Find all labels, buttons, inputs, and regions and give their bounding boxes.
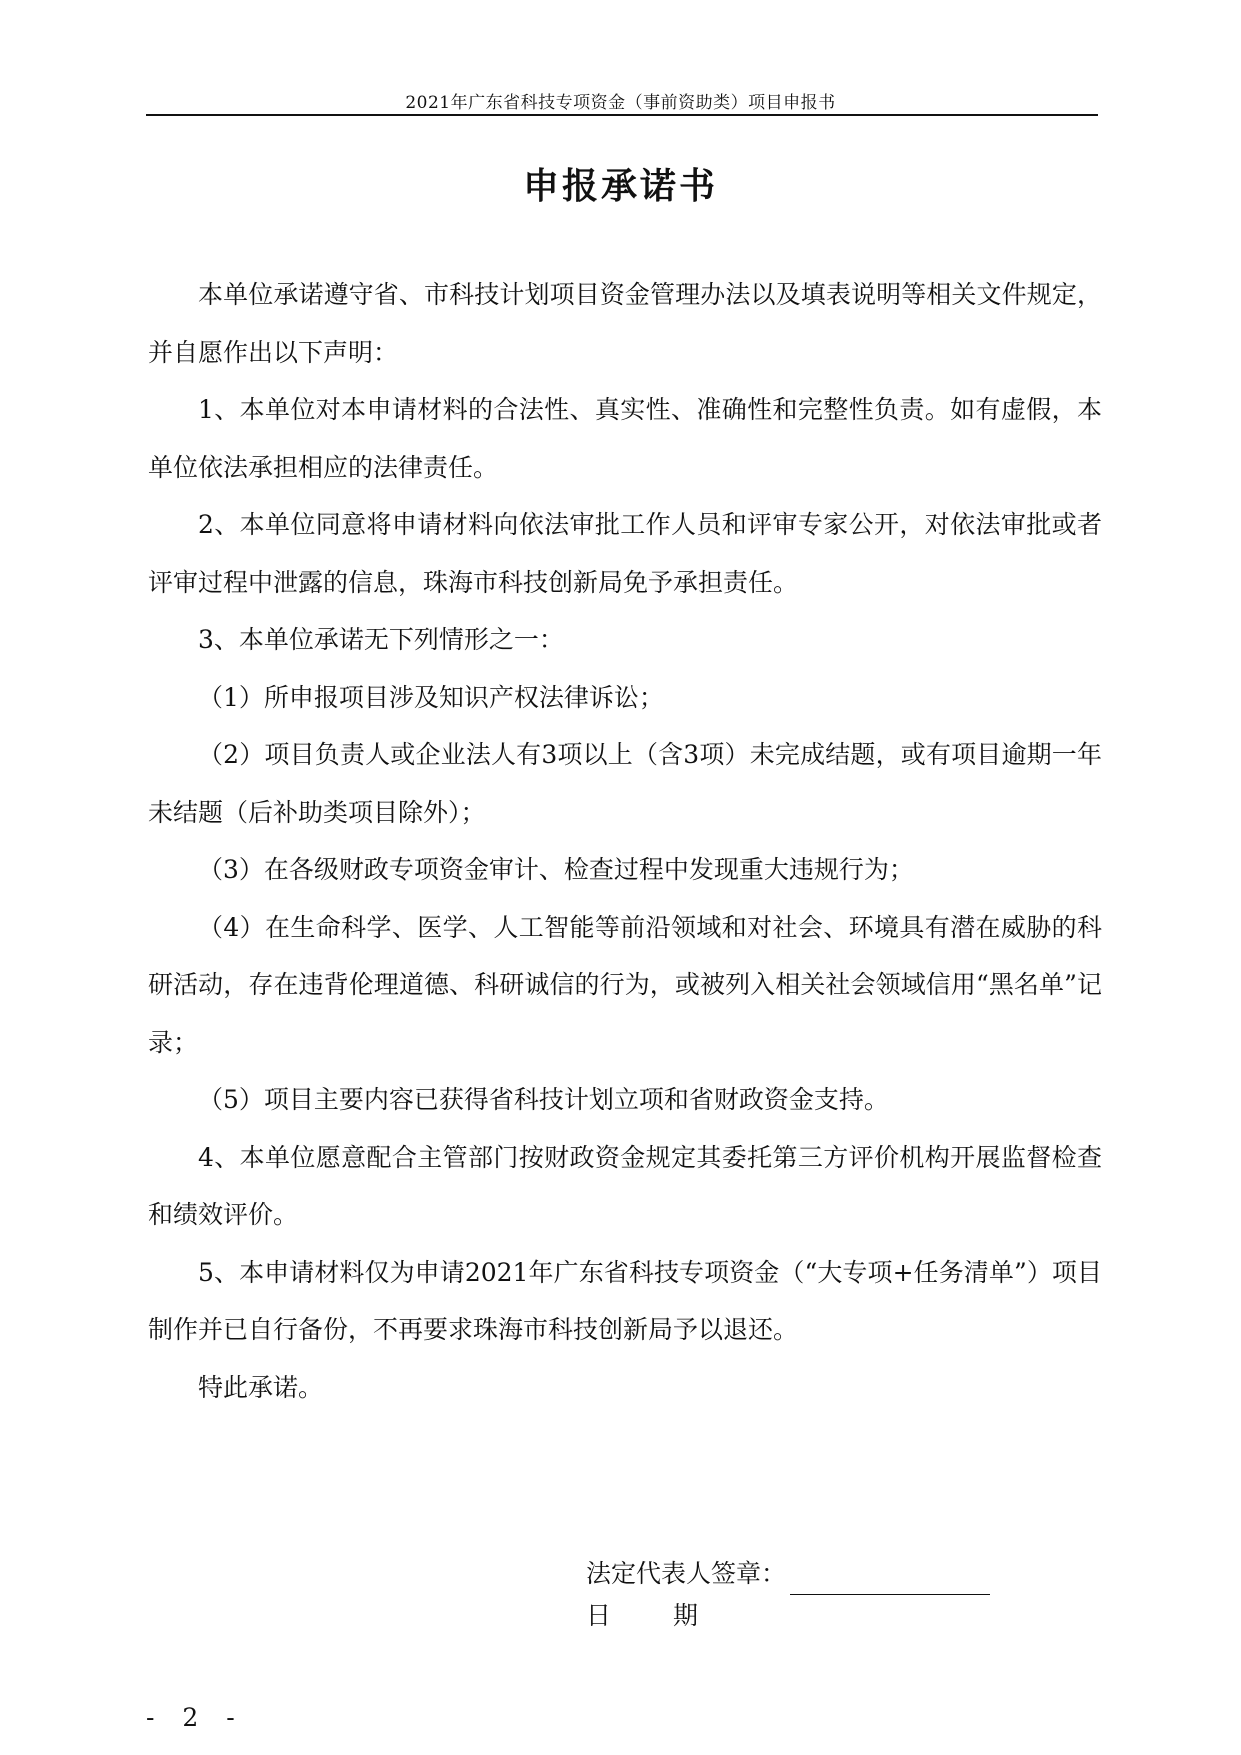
signature-block	[586, 1553, 990, 1637]
signature-row	[586, 1553, 990, 1595]
page-number: - 2 -	[146, 1703, 245, 1732]
date-row	[586, 1595, 990, 1637]
header-rule	[146, 114, 1098, 116]
declaration-1: 1、本单位对本申请材料的合法性、真实性、准确性和完整性负责。如有虚假，本单位依法承担相应的法律责任。	[148, 395, 1102, 482]
intro-paragraph: 本单位承诺遵守省、市科技计划项目资金管理办法以及填表说明等相关文件规定，并自愿作出以下声明：	[148, 280, 1102, 367]
declaration-2: 2、本单位同意将申请材料向依法审批工作人员和评审专家公开，对依法审批或者评审过程中泄露的信息，珠海市科技创新局免予承担责任。	[148, 510, 1102, 597]
declaration-3-item-5: （5）项目主要内容已获得省科技计划立项和省财政资金支持。	[198, 1085, 889, 1114]
signature-line[interactable]	[790, 1566, 990, 1595]
declaration-5: 5、本申请材料仅为申请2021年广东省科技专项资金（“大专项+任务清单”）项目制作并已自行备份，不再要求珠海市科技创新局予以退还。	[148, 1257, 1102, 1344]
declaration-3-item-4: （4）在生命科学、医学、人工智能等前沿领域和对社会、环境具有潜在威胁的科研活动，存在违背伦理道德、科研诚信的行为，或被列入相关社会领域信用“黑名单”记录；	[148, 912, 1102, 1057]
declaration-3-item-2: （2）项目负责人或企业法人有3项以上（含3项）未完成结题，或有项目逾期一年未结题（后补助类项目除外）；	[148, 740, 1102, 827]
declaration-3-item-1: （1）所申报项目涉及知识产权法律诉讼；	[198, 682, 664, 712]
declaration-3: 3、本单位承诺无下列情形之一：	[198, 625, 564, 654]
declaration-3-item-3: （3）在各级财政专项资金审计、检查过程中发现重大违规行为；	[198, 855, 914, 884]
running-header: 2021年广东省科技专项资金（事前资助类）项目申报书	[405, 93, 836, 113]
document-title: 申报承诺书	[522, 166, 718, 207]
closing-statement: 特此承诺。	[198, 1372, 324, 1402]
declaration-4: 4、本单位愿意配合主管部门按财政资金规定其委托第三方评价机构开展监督检查和绩效评价。	[148, 1142, 1102, 1229]
document-body	[148, 266, 1102, 1416]
representative-label: 法定代表人签章：	[586, 1559, 787, 1588]
date-label: 日期	[586, 1601, 761, 1630]
